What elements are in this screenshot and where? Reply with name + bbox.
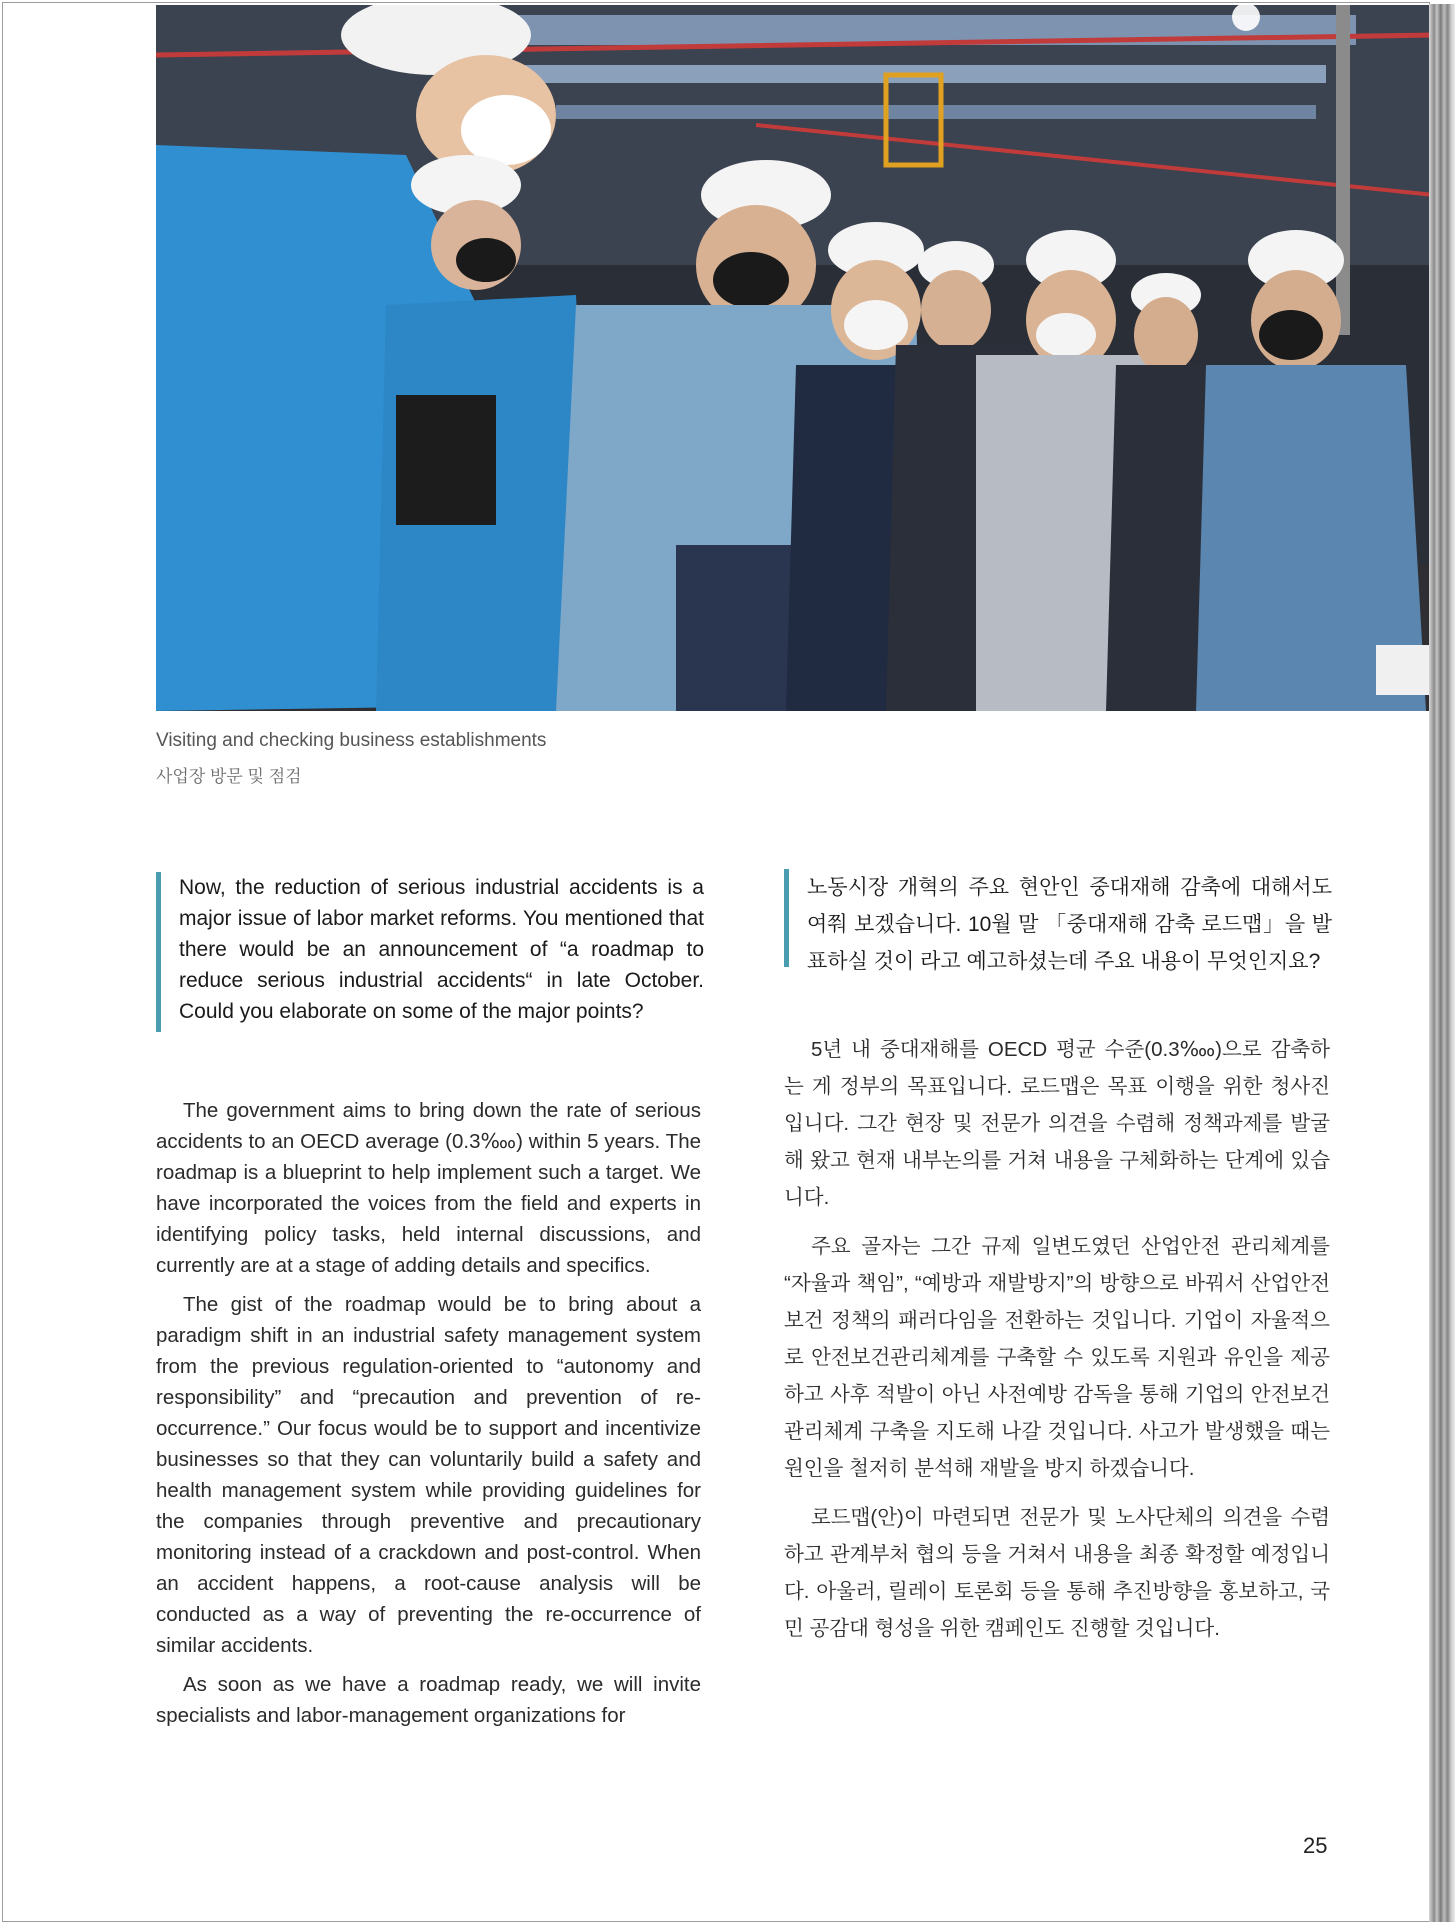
question-english-text: Now, the reduction of serious industrial accidents is a major issue of labor market reforms. You mentioned that there would be an announcement of “a roadmap to reduce serious industrial accidents“ in late October. Could you elaborate on some of the major points?: [179, 876, 704, 1023]
photo-caption-english: Visiting and checking business establishments: [156, 730, 547, 751]
answer-korean-column: [784, 1031, 1330, 1659]
question-korean-block: [784, 869, 1332, 973]
photo-illustration: [156, 5, 1434, 711]
answer-korean-paragraph: 5년 내 중대재해를 OECD 평균 수준(0.3‱)으로 감축하는 게 정부의 목표입니다. 로드맵은 목표 이행을 위한 청사진입니다. 그간 현장 및 전문가 의견을 수렴해 정책과제를 발굴해 왔고 현재 내부논의를 거쳐 내용을 구체화하는 단계에 있습니다.: [784, 1038, 1330, 1209]
magazine-page: [2, 2, 1430, 1922]
answer-english-paragraph: The gist of the roadmap would be to bring about a paradigm shift in an industrial safety management system from the previous regulation-oriented to “autonomy and responsibility” and “precaution and prevention of re-occurrence.” Our focus would be to support and incentivize businesses so that they can voluntarily build a safety and health management system while providing guidelines for the companies through preventive and precautionary monitoring instead of a crackdown and post-control. When an accident happens, a root-cause analysis will be conducted as a way of preventing the re-occurrence of similar accidents.: [156, 1293, 701, 1657]
answer-english-paragraph: As soon as we have a roadmap ready, we will invite specialists and labor-management organizations for: [156, 1673, 701, 1727]
answer-english-column: [156, 1095, 701, 1739]
question-korean-text: 노동시장 개혁의 주요 현안인 중대재해 감축에 대해서도 여쭤 보겠습니다. 10월 말 「중대재해 감축 로드맵」을 발표하실 것이 라고 예고하셨는데 주요 내용이 무엇인지요?: [807, 876, 1332, 973]
answer-english-paragraph: The government aims to bring down the rate of serious accidents to an OECD average (0.3‱) within 5 years. The roadmap is a blueprint to help implement such a target. We have incorporated the voices from the field and experts in identifying policy tasks, held internal discussions, and currently are at a stage of adding details and specifics.: [156, 1099, 701, 1277]
page-number: 25: [1303, 1833, 1328, 1858]
inspection-photo: [156, 5, 1434, 711]
answer-korean-paragraph: 주요 골자는 그간 규제 일변도였던 산업안전 관리체계를 “자율과 책임”, “예방과 재발방지”의 방향으로 바꿔서 산업안전보건 정책의 패러다임을 전환하는 것입니다. 기업이 자율적으로 안전보건관리체계를 구축할 수 있도록 지원과 유인을 제공하고 사후 적발이 아닌 사전예방 감독을 통해 기업의 안전보건관리체계 구축을 지도해 나갈 것입니다. 사고가 발생했을 때는 원인을 철저히 분석해 재발을 방지 하겠습니다.: [784, 1235, 1330, 1480]
page-stack-edge: [1429, 4, 1455, 1922]
answer-korean-paragraph: 로드맵(안)이 마련되면 전문가 및 노사단체의 의견을 수렴하고 관계부처 협의 등을 거쳐서 내용을 최종 확정할 예정입니다. 아울러, 릴레이 토론회 등을 통해 추진방향을 홍보하고, 국민 공감대 형성을 위한 캠페인도 진행할 것입니다.: [784, 1506, 1330, 1640]
photo-caption-korean: 사업장 방문 및 점검: [156, 767, 302, 786]
question-english-block: [156, 872, 704, 1032]
